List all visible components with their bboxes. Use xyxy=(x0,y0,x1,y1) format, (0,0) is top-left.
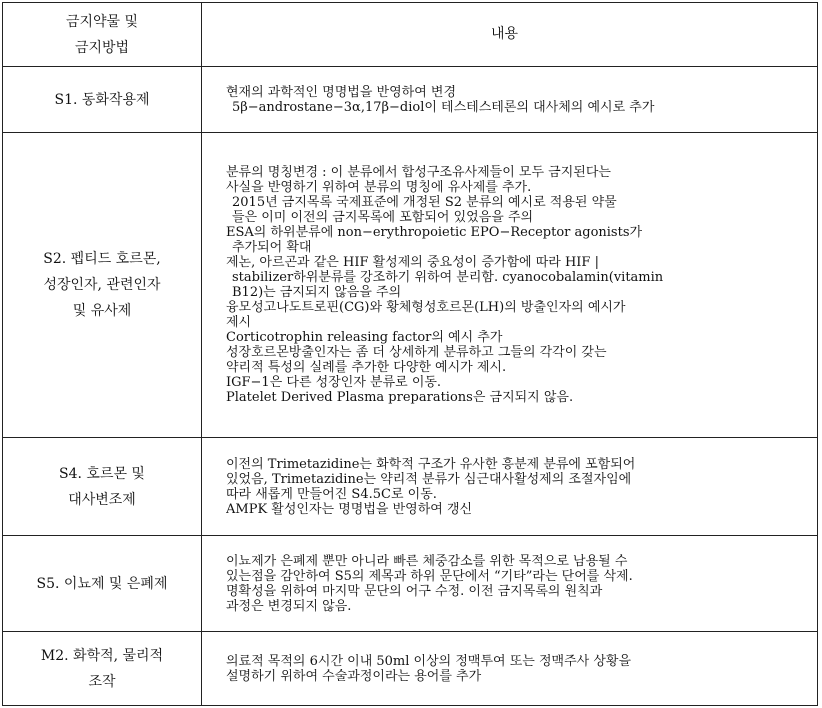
table-row xyxy=(3,438,818,536)
content-line: 2015년 금지목록 국제표준에 개정된 S2 분류의 예시로 적용된 약물 xyxy=(232,195,617,210)
content-line: 추가되어 확대 xyxy=(232,240,312,255)
header-content-label: 내용 xyxy=(490,26,519,42)
table-row xyxy=(3,67,818,133)
content-line: 현재의 과학적인 명명법을 반영하여 변경 xyxy=(226,84,457,100)
category-line: S5. 이뇨제 및 은폐제 xyxy=(36,575,168,592)
content-line: stabilizer하위분류를 강조하기 위하여 분리함. cyanocobalamin(vitamin xyxy=(232,270,664,285)
content-line: 약리적 특성의 실례를 추가한 다양한 예시가 제시. xyxy=(226,360,507,375)
content-line: IGF−1은 다른 성장인자 분류로 이동. xyxy=(226,375,442,390)
content-cell xyxy=(202,438,818,536)
content-line: 이뇨제가 은폐제 뿐만 아니라 빠른 체중감소를 위한 목적으로 남용될 수 xyxy=(226,553,628,569)
category-line: 대사변조제 xyxy=(68,491,136,508)
content-cell xyxy=(202,67,818,133)
content-line: 분류의 명칭변경 : 이 분류에서 합성구조유사제들이 모두 금지된다는 xyxy=(226,165,611,180)
table-row xyxy=(3,536,818,632)
content-line: 명확성을 위하여 마지막 문단의 어구 수정. 이전 금지목록의 원칙과 xyxy=(226,583,603,599)
category-line: S2. 펩티드 호르몬, xyxy=(43,251,161,267)
content-line: 사실을 반영하기 위하여 분류의 명칭에 유사제를 추가. xyxy=(226,180,532,195)
content-line: Corticotrophin releasing factor의 예시 추가 xyxy=(226,330,503,345)
content-line: ESA의 하위분류에 non−erythropoietic EPO−Receptor agonists가 xyxy=(226,225,643,240)
header-category-line: 금지방법 xyxy=(74,39,130,56)
prohibited-list-table xyxy=(2,2,818,706)
content-line: 과정은 변경되지 않음. xyxy=(226,598,352,614)
content-line: 제시 xyxy=(226,315,252,330)
category-line: S4. 호르몬 및 xyxy=(59,465,145,482)
content-line: 성장호르몬방출인자는 좀 더 상세하게 분류하고 그들의 각각이 갖는 xyxy=(226,345,607,360)
category-line: 성장인자, 관련인자 xyxy=(43,277,161,293)
header-category-line: 금지약물 및 xyxy=(65,13,139,30)
content-line: AMPK 활성인자는 명명법을 반영하여 갱신 xyxy=(226,501,473,517)
content-line: 설명하기 위하여 수술과정이라는 용어를 추가 xyxy=(226,668,482,684)
content-cell xyxy=(202,632,818,706)
content-line: 5β−androstane−3α,17β−diol이 테스테스테론의 대사체의 예시로 추가 xyxy=(232,99,655,115)
content-line: 이전의 Trimetazidine는 화학적 구조가 유사한 흥분제 분류에 포함되어 xyxy=(226,456,636,472)
content-line: 융모성고나도트로핀(CG)와 황체형성호르몬(LH)의 방출인자의 예시가 xyxy=(226,300,626,315)
category-line: 조작 xyxy=(88,673,116,690)
category-cell xyxy=(3,632,202,706)
content-line: 들은 이미 이전의 금지목록에 포함되어 있었음을 주의 xyxy=(232,210,534,225)
content-line: 있었음, Trimetazidine는 약리적 분류가 심근대사활성제의 조절자임에 xyxy=(226,471,632,487)
table-row xyxy=(3,632,818,706)
table-header-row xyxy=(3,3,818,67)
header-content-cell xyxy=(202,3,818,67)
content-line: B12)는 금지되지 않음을 주의 xyxy=(232,285,402,300)
content-cell xyxy=(202,536,818,632)
category-cell xyxy=(3,536,202,632)
category-cell xyxy=(3,438,202,536)
category-line: S1. 동화작용제 xyxy=(54,91,150,108)
category-line: M2. 화학적, 물리적 xyxy=(40,647,164,664)
content-line: 의료적 목적의 6시간 이내 50ml 이상의 정맥투여 또는 정맥주사 상황을 xyxy=(226,653,631,669)
category-cell xyxy=(3,133,202,438)
category-cell xyxy=(3,67,202,133)
content-line: 제논, 아르곤과 같은 HIF 활성제의 중요성이 증가함에 따라 HIF | xyxy=(226,255,599,270)
content-cell xyxy=(202,133,818,438)
content-line: 따라 새롭게 만들어진 S4.5C로 이동. xyxy=(226,486,437,502)
content-line: 있는점을 감안하여 S5의 제목과 하위 문단에서 “기타”라는 단어를 삭제. xyxy=(226,568,633,584)
content-line: Platelet Derived Plasma preparations은 금지되지 않음. xyxy=(226,390,574,405)
table-row xyxy=(3,133,818,438)
category-line: 및 유사제 xyxy=(72,303,132,319)
header-category-cell xyxy=(3,3,202,67)
